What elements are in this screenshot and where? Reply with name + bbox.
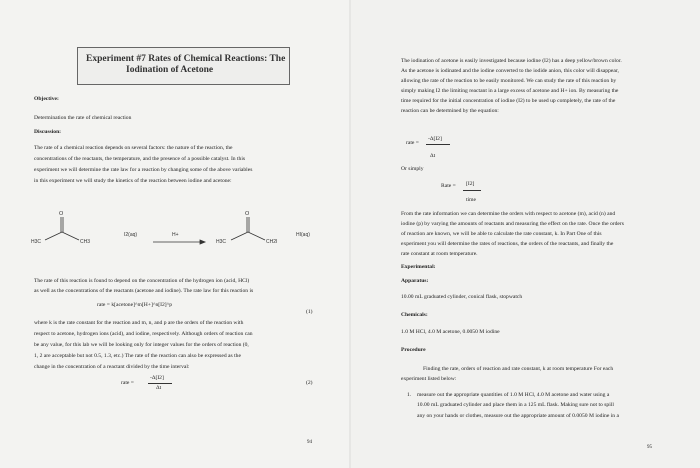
where-line: 1, 2 are acceptable but not 0.5, 1.3, etc.) The rate of the reaction can also be expressed as the xyxy=(34,353,241,359)
procedure-heading: Procedure xyxy=(401,347,426,353)
oxygen-label-right: O xyxy=(245,211,250,217)
or-simply-label: Or simply xyxy=(401,166,424,172)
title-line-1: Experiment #7 Rates of Chemical Reactions: The xyxy=(86,54,286,64)
equation-2-lhs: rate = xyxy=(121,380,134,386)
rate-eq-numerator: -Δ[I2] xyxy=(428,136,442,142)
where-line: change in the concentration of a reactant divided by the time interval: xyxy=(34,364,190,370)
from-line: iodine (p) by varying the amounts of reactants and measuring the effect on the rate. Once the orders xyxy=(401,221,624,227)
rate2-denominator: time xyxy=(466,197,476,203)
title-line-2: Iodination of Acetone xyxy=(126,65,214,75)
rate-line: as well as the concentrations of the reactants (acetone and iodine). The rate law for this reaction is xyxy=(34,288,254,294)
hplus-label: H+ xyxy=(172,232,179,238)
intro-line: The iodination of acetone is easily investigated because iodine (I2) has a deep yellow/brown color. xyxy=(401,58,622,64)
where-line: be any value, for this lab we will be looking only for integer values for the orders of reaction (0, xyxy=(34,342,249,348)
procedure-line: experiment listed below: xyxy=(401,376,457,382)
discussion-heading: Discussion: xyxy=(34,129,62,135)
equation-1-number: (1) xyxy=(306,309,313,315)
ch3-label: CH3 xyxy=(80,239,91,245)
title-box xyxy=(77,47,290,85)
procedure-line: Finding the rate, orders of reaction and rate constant, k at room temperature For each xyxy=(423,366,614,372)
discussion-line: The rate of a chemical reaction depends on several factors: the nature of the reaction, the xyxy=(34,145,233,151)
right-page xyxy=(351,0,700,468)
intro-line: simply making I2 the limiting reactant in a large excess of acetone and H+ ion. By measuring the xyxy=(401,88,619,94)
from-line: rate constant at room temperature. xyxy=(401,251,478,257)
from-line: of reaction are known, we will be able to calculate the rate constant, k. In Part One of this xyxy=(401,231,602,237)
objective-heading: Objective: xyxy=(34,96,59,102)
equation-2-numerator: -Δ[I2] xyxy=(150,375,164,381)
fraction-bar xyxy=(463,190,481,191)
page-number-left: 94 xyxy=(307,440,312,445)
discussion-line: in this experiment we will study the kinetics of the reaction between iodine and acetone: xyxy=(34,178,232,184)
reaction-scheme xyxy=(0,205,349,255)
chemicals-text: 1.0 M HCl, 4.0 M acetone, 0.0050 M iodine xyxy=(401,329,500,335)
apparatus-text: 10.00 mL graduated cylinder, conical flask, stopwatch xyxy=(401,294,523,300)
equation-2-denominator: Δt xyxy=(156,385,162,391)
intro-line: allowing the rate of the reaction to be easily monitored. We can study the rate of this reaction by xyxy=(401,78,617,84)
intro-line: time required for the initial concentration of iodine (I2) to be used up completely, the rate of the xyxy=(401,98,616,104)
rate2-lhs: Rate = xyxy=(441,183,456,189)
step-1-number: 1. xyxy=(407,392,412,398)
from-line: experiment you will determine the rates of reactions, the orders of the reactants, and finally the xyxy=(401,241,614,247)
step-1-line: any on your hands or clothes, measure out the appropriate amount of 0.0050 M iodine in a xyxy=(417,413,619,419)
rate2-numerator: [I2] xyxy=(466,181,475,187)
h3c-left-label: H3C xyxy=(31,239,42,245)
h3c-right-label: H3C xyxy=(216,239,227,245)
rate-eq-denominator: Δt xyxy=(430,153,436,159)
discussion-line: concentrations of the reactants, the temperature, and the presence of a possible catalyst. In this xyxy=(34,156,246,162)
rate-eq-lhs: rate = xyxy=(406,140,419,146)
equation-2-number: (2) xyxy=(306,380,313,386)
intro-line: As the acetone is iodinated and the iodine converted to the iodide anion, this color will disappear, xyxy=(401,68,619,74)
where-line: respect to acetone, hydrogen ions (acid), and iodine, respectively. Although orders of reaction can xyxy=(34,331,253,337)
oxygen-label-left: O xyxy=(59,211,64,217)
page-number-right: 95 xyxy=(647,445,652,450)
left-page xyxy=(0,0,349,468)
rate-line: The rate of this reaction is found to depend on the concentration of the hydrogen ion (acid, HCl) xyxy=(34,278,250,284)
i2-label: I2(aq) xyxy=(124,232,138,238)
step-1-line: measure out the appropriate quantities of 1.0 M HCl, 4.0 M acetone and water using a xyxy=(417,392,610,398)
hi-label: HI(aq) xyxy=(296,232,310,238)
chemicals-heading: Chemicals: xyxy=(401,312,428,318)
objective-text: Determination the rate of chemical reaction xyxy=(34,115,132,121)
experimental-heading: Experimental: xyxy=(401,264,436,270)
discussion-line: experiment we will determine the rate law for a reaction by changing some of the above variables xyxy=(34,167,253,173)
fraction-bar xyxy=(148,383,172,384)
intro-line: reaction can be determined by the equation: xyxy=(401,108,499,114)
where-line: where k is the rate constant for the reaction and m, n, and p are the orders of the reaction with xyxy=(34,320,244,326)
apparatus-heading: Apparatus: xyxy=(401,278,429,284)
equation-1: rate = k[acetone]^m[H+]^n[I2]^p xyxy=(97,302,173,308)
fraction-bar xyxy=(426,144,450,145)
step-1-line: 10.00 mL graduated cylinder and place them in a 125 mL flask. Making sure not to spill xyxy=(417,402,614,408)
ch2i-label: CH2I xyxy=(266,239,278,245)
from-line: From the rate information we can determine the orders with respect to acetone (m), acid (n) and xyxy=(401,211,616,217)
